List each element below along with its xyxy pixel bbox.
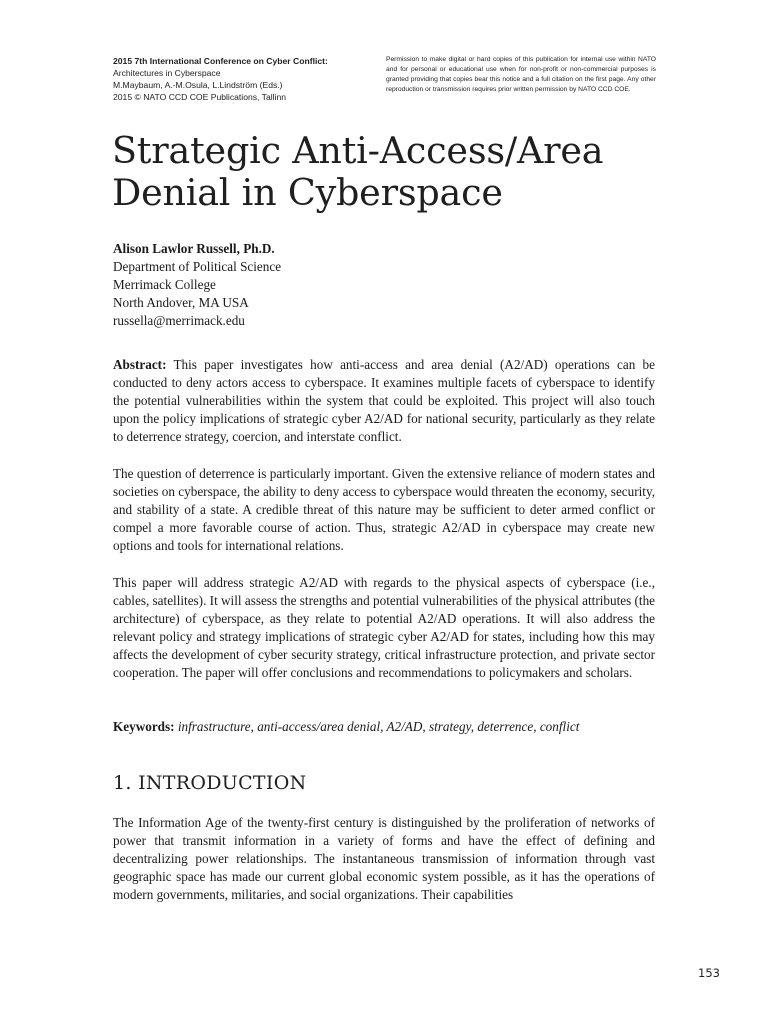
publisher: 2015 © NATO CCD COE Publications, Tallinn (113, 92, 287, 102)
paper-title (112, 130, 672, 214)
page-number: 153 (698, 966, 720, 980)
author-block (113, 240, 513, 330)
author-department: Department of Political Science (113, 259, 282, 274)
author-location: North Andover, MA USA (113, 295, 249, 310)
title-line-2: Denial in Cyberspace (112, 171, 503, 214)
abstract-paragraph-2: The question of deterrence is particularly important. Given the extensive reliance of modern states and societies on cyberspace, the ability to deny access to cyberspace would threaten the economy, security, and stability of a state. A credible threat of this nature may be sufficient to deter armed conflict or compel a more favorable course of action. Thus, strategic A2/AD in cyberspace may create new options and tools for international relations. (113, 466, 655, 553)
section-heading-introduction: 1. INTRODUCTION (113, 772, 307, 794)
abstract-paragraph-3: This paper will address strategic A2/AD with regards to the physical aspects of cyberspace (i.e., cables, satellites). It will assess the strengths and potential vulnerabilities of the physical attributes (the architecture) of cyberspace, as they relate to potential A2/AD operations. It will also address the relevant policy and strategy implications of strategic cyber A2/AD for states, including how this may affects the development of cyber security strategy, critical infrastructure protection, and private sector cooperation. The paper will offer conclusions and recommendations to policymakers and scholars. (113, 575, 656, 680)
keywords-values: infrastructure, anti-access/area denial, A2/AD, strategy, deterrence, conflict (177, 719, 580, 734)
abstract-text: This paper investigates how anti-access and area denial (A2/AD) operations can be conducted to deny actors access to cyberspace. It examines multiple facets of cyberspace to identify the potential vulnerabilities within the system that could be exploited. This project will also touch upon the policy implications of strategic cyber A2/AD for national security, particularly as they relate to deterrence strategy, coercion, and interstate conflict. (113, 357, 655, 444)
author-institution: Merrimack College (113, 277, 216, 292)
conference-subtitle: Architectures in Cyberspace (113, 68, 221, 78)
abstract-label: Abstract: (113, 357, 167, 372)
conference-name: 2015 7th International Conference on Cyber Conflict: (113, 56, 328, 66)
permission-notice: Permission to make digital or hard copies of this publication for internal use within NATO and for personal or educational use when for non-profit or non-commercial purposes is granted providing that copies bear this notice and a full citation on the first page. Any other reproduction or transmission requires prior written permission by NATO CCD COE. (386, 56, 656, 93)
author-email: russella@merrimack.edu (113, 313, 245, 328)
abstract-paragraph (113, 356, 655, 446)
introduction-paragraph: The Information Age of the twenty-first century is distinguished by the proliferation of networks of power that transmit information in a variety of forms and have the effect of defining and decentralizing power relationships. The instantaneous transmission of information through vast geographic space has made our current global economic system possible, as it has the operations of modern governments, militaries, and social organizations. Their capabilities (113, 815, 655, 902)
conference-info (113, 55, 363, 103)
keywords (113, 718, 655, 736)
keywords-label: Keywords: (113, 719, 175, 734)
author-name: Alison Lawlor Russell, Ph.D. (113, 241, 275, 256)
editors: M.Maybaum, A.-M.Osula, L.Lindström (Eds.) (113, 80, 283, 90)
title-line-1: Strategic Anti-Access/Area (112, 129, 604, 172)
